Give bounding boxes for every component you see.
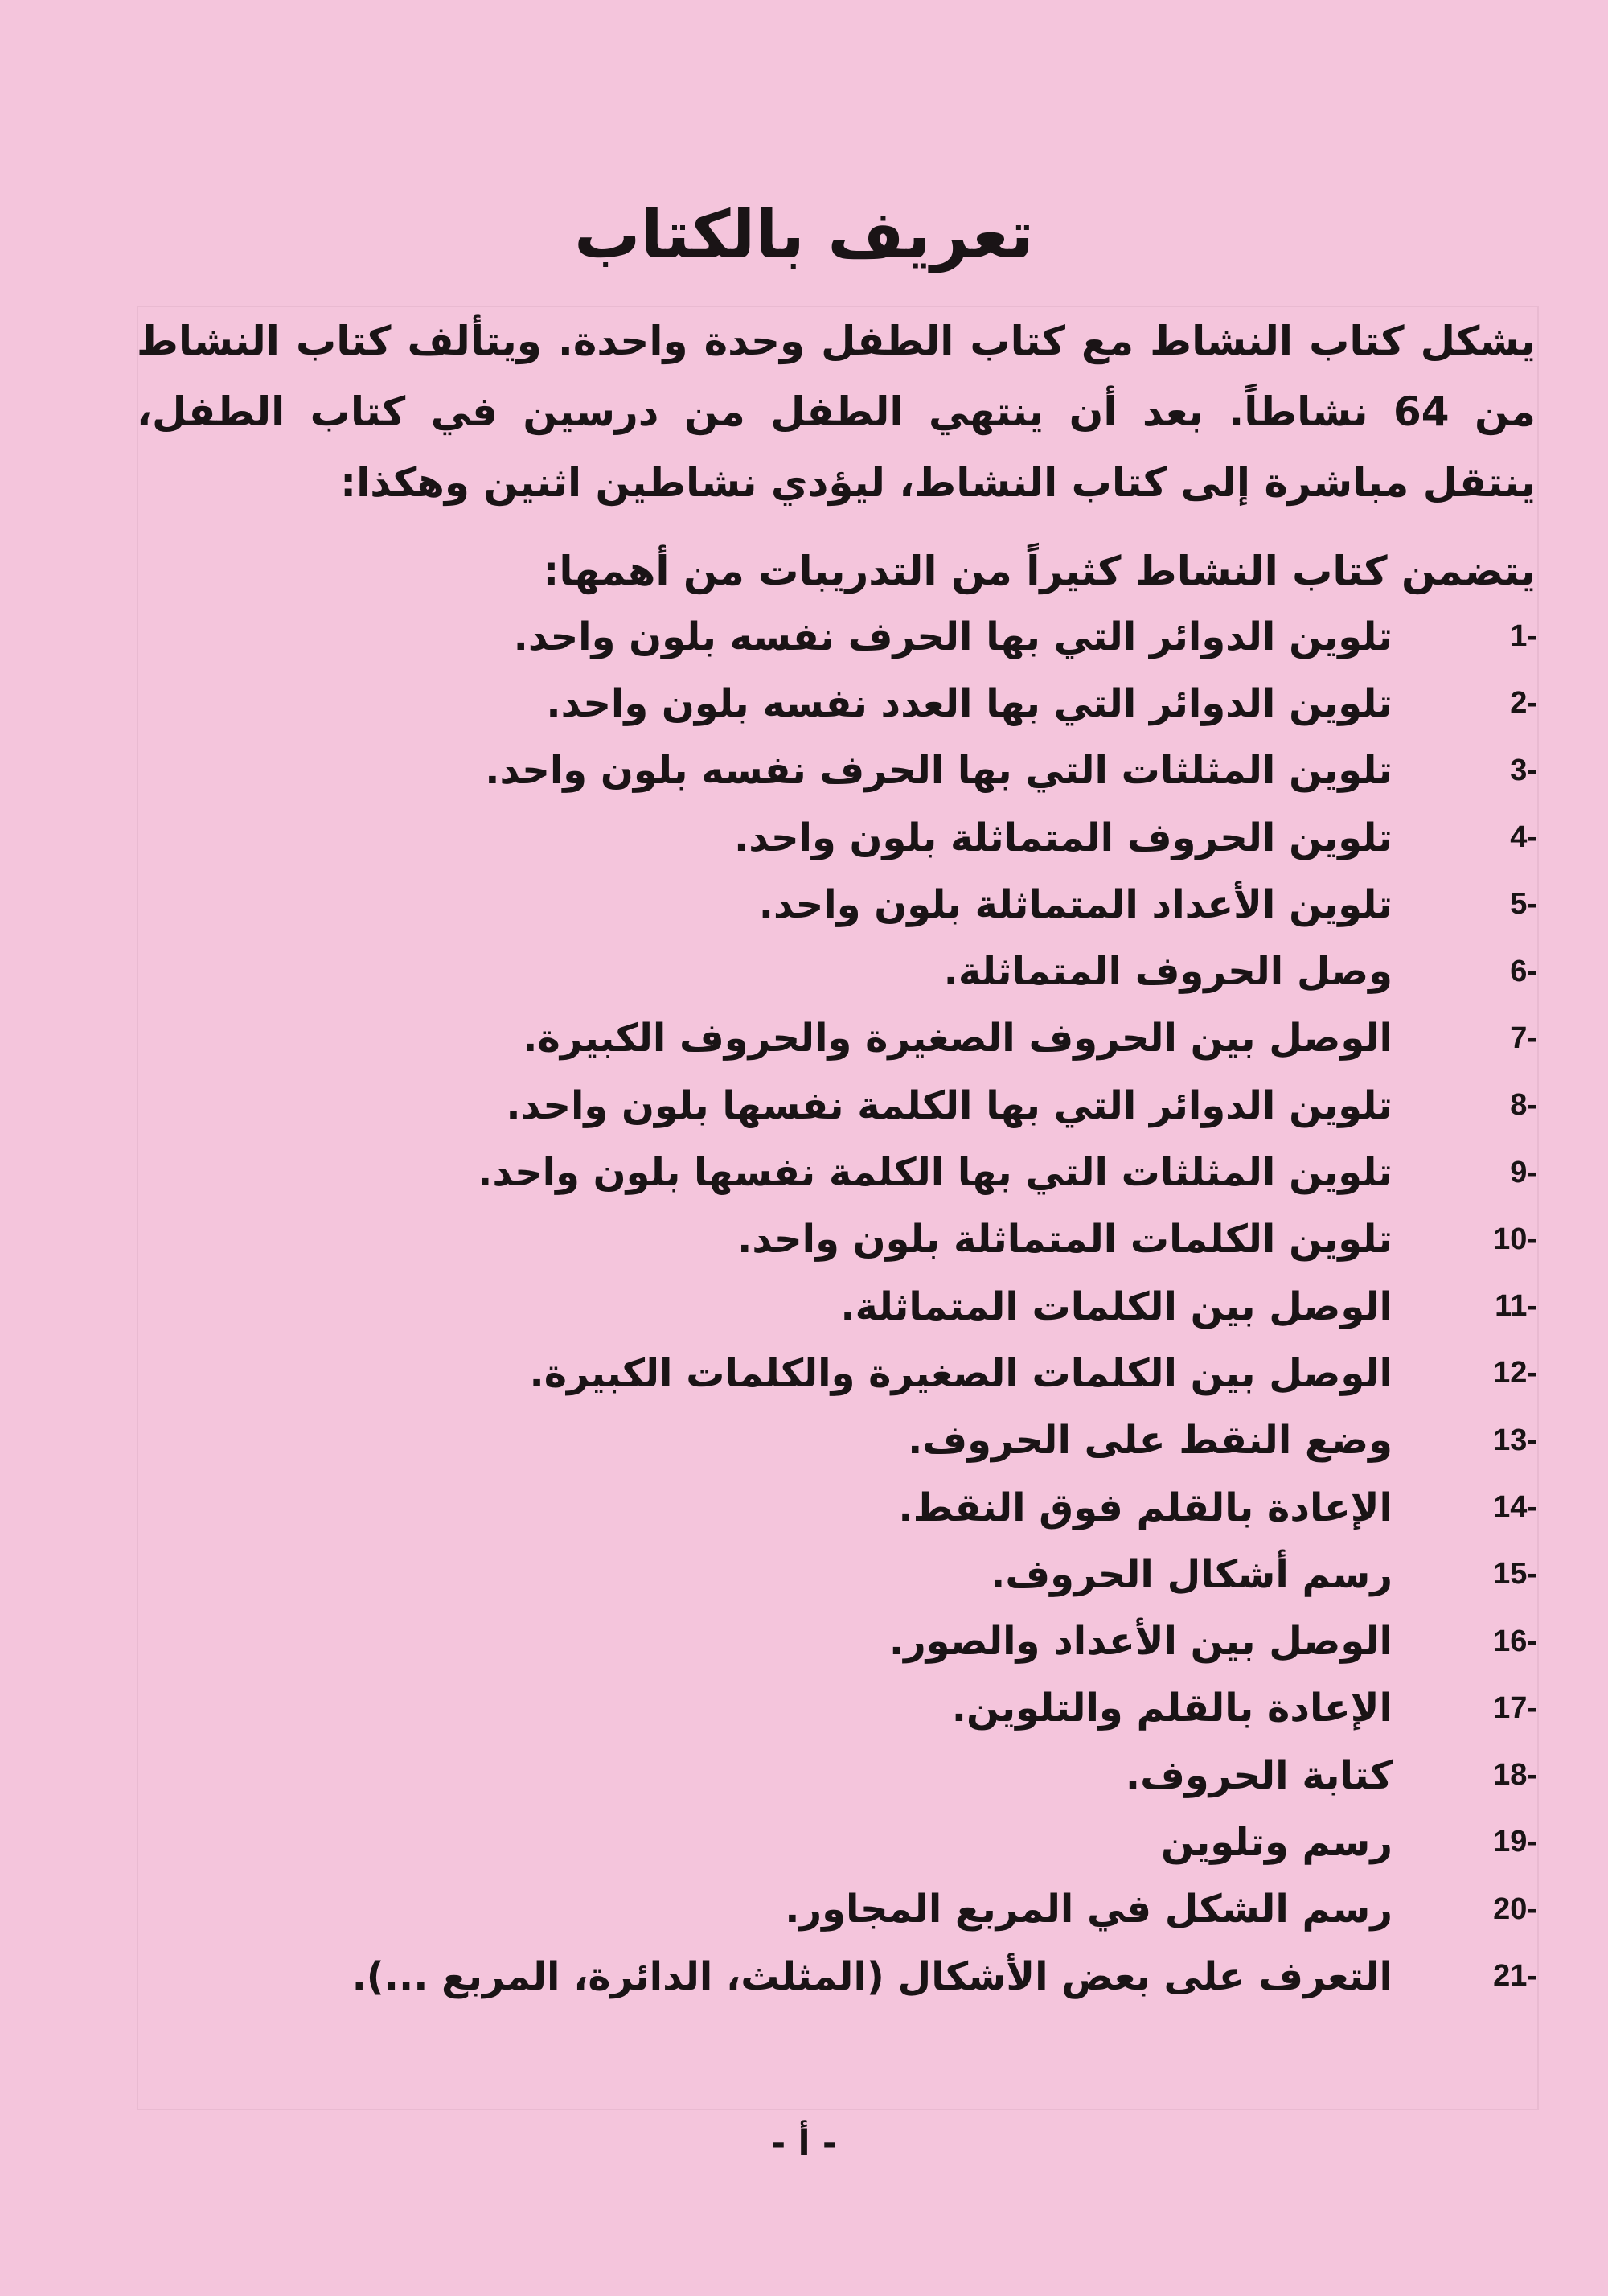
list-item — [138, 1005, 1537, 1072]
list-item — [138, 603, 1537, 670]
list-item — [138, 1943, 1537, 2010]
list-item — [138, 670, 1537, 737]
list-item — [138, 1206, 1537, 1273]
list-item-text: تلوين الدوائر التي بها العدد نفسه بلون واحد. — [546, 680, 1393, 726]
page-title: تعريف بالكتاب — [574, 196, 1034, 273]
list-item-number: 8- — [1510, 1088, 1537, 1123]
list-item — [138, 737, 1537, 804]
list-item-text: تلوين المثلثات التي بها الكلمة نفسها بلون واحد. — [478, 1150, 1393, 1196]
list-item-number: 5- — [1510, 887, 1537, 922]
list-item — [138, 804, 1537, 871]
page-number: - أ - — [770, 2123, 838, 2164]
list-item-number: 21- — [1493, 1959, 1537, 1994]
list-item-number: 16- — [1493, 1624, 1537, 1658]
list-item — [138, 1407, 1537, 1474]
list-item — [138, 1608, 1537, 1674]
list-item-number: 6- — [1510, 954, 1537, 988]
list-item-number: 1- — [1510, 619, 1537, 654]
list-item-text: تلوين الدوائر التي بها الكلمة نفسها بلون واحد. — [506, 1082, 1393, 1128]
list-item-text: الوصل بين الكلمات الصغيرة والكلمات الكبيرة. — [529, 1350, 1393, 1396]
list-item-text: وضع النقط على الحروف. — [908, 1418, 1393, 1464]
list-item-text: تلوين الدوائر التي بها الحرف نفسه بلون واحد. — [513, 614, 1393, 659]
list-item-number: 13- — [1493, 1423, 1537, 1457]
list-item-text: الوصل بين الحروف الصغيرة والحروف الكبيرة. — [523, 1016, 1393, 1062]
list-item — [138, 1876, 1537, 1943]
list-item-text: تلوين الأعداد المتماثلة بلون واحد. — [758, 881, 1393, 927]
list-item-number: 20- — [1493, 1891, 1537, 1926]
list-item-text: تلوين المثلثات التي بها الحرف نفسه بلون واحد. — [485, 748, 1393, 794]
list-item-number: 3- — [1510, 753, 1537, 787]
intro-paragraph — [137, 306, 1536, 518]
list-item — [138, 1072, 1537, 1139]
list-item — [138, 1474, 1537, 1541]
list-item-text: تلوين الحروف المتماثلة بلون واحد. — [734, 815, 1393, 860]
list-item — [138, 1273, 1537, 1340]
list-item-number: 19- — [1493, 1825, 1537, 1859]
list-item — [138, 1742, 1537, 1809]
list-item-number: 18- — [1493, 1758, 1537, 1793]
list-item — [138, 1541, 1537, 1608]
list-item-number: 9- — [1510, 1155, 1537, 1189]
list-item-text: التعرف على بعض الأشكال (المثلث، الدائرة، المربع ...). — [351, 1953, 1393, 1999]
list-item-number: 12- — [1493, 1356, 1537, 1390]
list-item-text: الإعادة بالقلم والتلوين. — [951, 1686, 1393, 1731]
list-item-number: 10- — [1493, 1222, 1537, 1256]
list-item-text: الوصل بين الكلمات المتماثلة. — [840, 1284, 1393, 1329]
intro-text: يشكل كتاب النشاط مع كتاب الطفل وحدة واحدة. ويتألف كتاب النشاط من 64 نشاطاً. بعد أن ينتهي الطفل من درسين في كتاب الطفل، ينتقل مباشرة إلى كتاب النشاط، ليؤدي نشاطين اثنين وهكذا: — [137, 318, 1536, 506]
list-item-text: الوصل بين الأعداد والصور. — [888, 1619, 1393, 1665]
list-item-text: رسم الشكل في المربع المجاور. — [785, 1887, 1393, 1933]
list-item-text: رسم أشكال الحروف. — [991, 1551, 1393, 1597]
list-item-number: 7- — [1510, 1021, 1537, 1055]
list-item-number: 2- — [1510, 686, 1537, 721]
list-lead-text: يتضمن كتاب النشاط كثيراً من التدريبات من أهمها: — [543, 548, 1536, 594]
activity-list — [138, 603, 1537, 2010]
list-item-number: 14- — [1493, 1490, 1537, 1524]
list-item-text: الإعادة بالقلم فوق النقط. — [898, 1485, 1393, 1530]
list-item-number: 11- — [1495, 1289, 1537, 1324]
list-item — [138, 1139, 1537, 1206]
list-item-number: 4- — [1510, 820, 1537, 855]
list-item-number: 17- — [1493, 1690, 1537, 1725]
list-item-text: كتابة الحروف. — [1125, 1752, 1393, 1798]
list-item-number: 15- — [1493, 1557, 1537, 1592]
list-item — [138, 1809, 1537, 1875]
list-item-text: تلوين الكلمات المتماثلة بلون واحد. — [737, 1217, 1393, 1263]
list-item-text: وصل الحروف المتماثلة. — [943, 949, 1393, 995]
list-item-text: رسم وتلوين — [1161, 1819, 1393, 1865]
list-item — [138, 1675, 1537, 1742]
list-item — [138, 871, 1537, 938]
list-item — [138, 1340, 1537, 1407]
list-item — [138, 938, 1537, 1004]
